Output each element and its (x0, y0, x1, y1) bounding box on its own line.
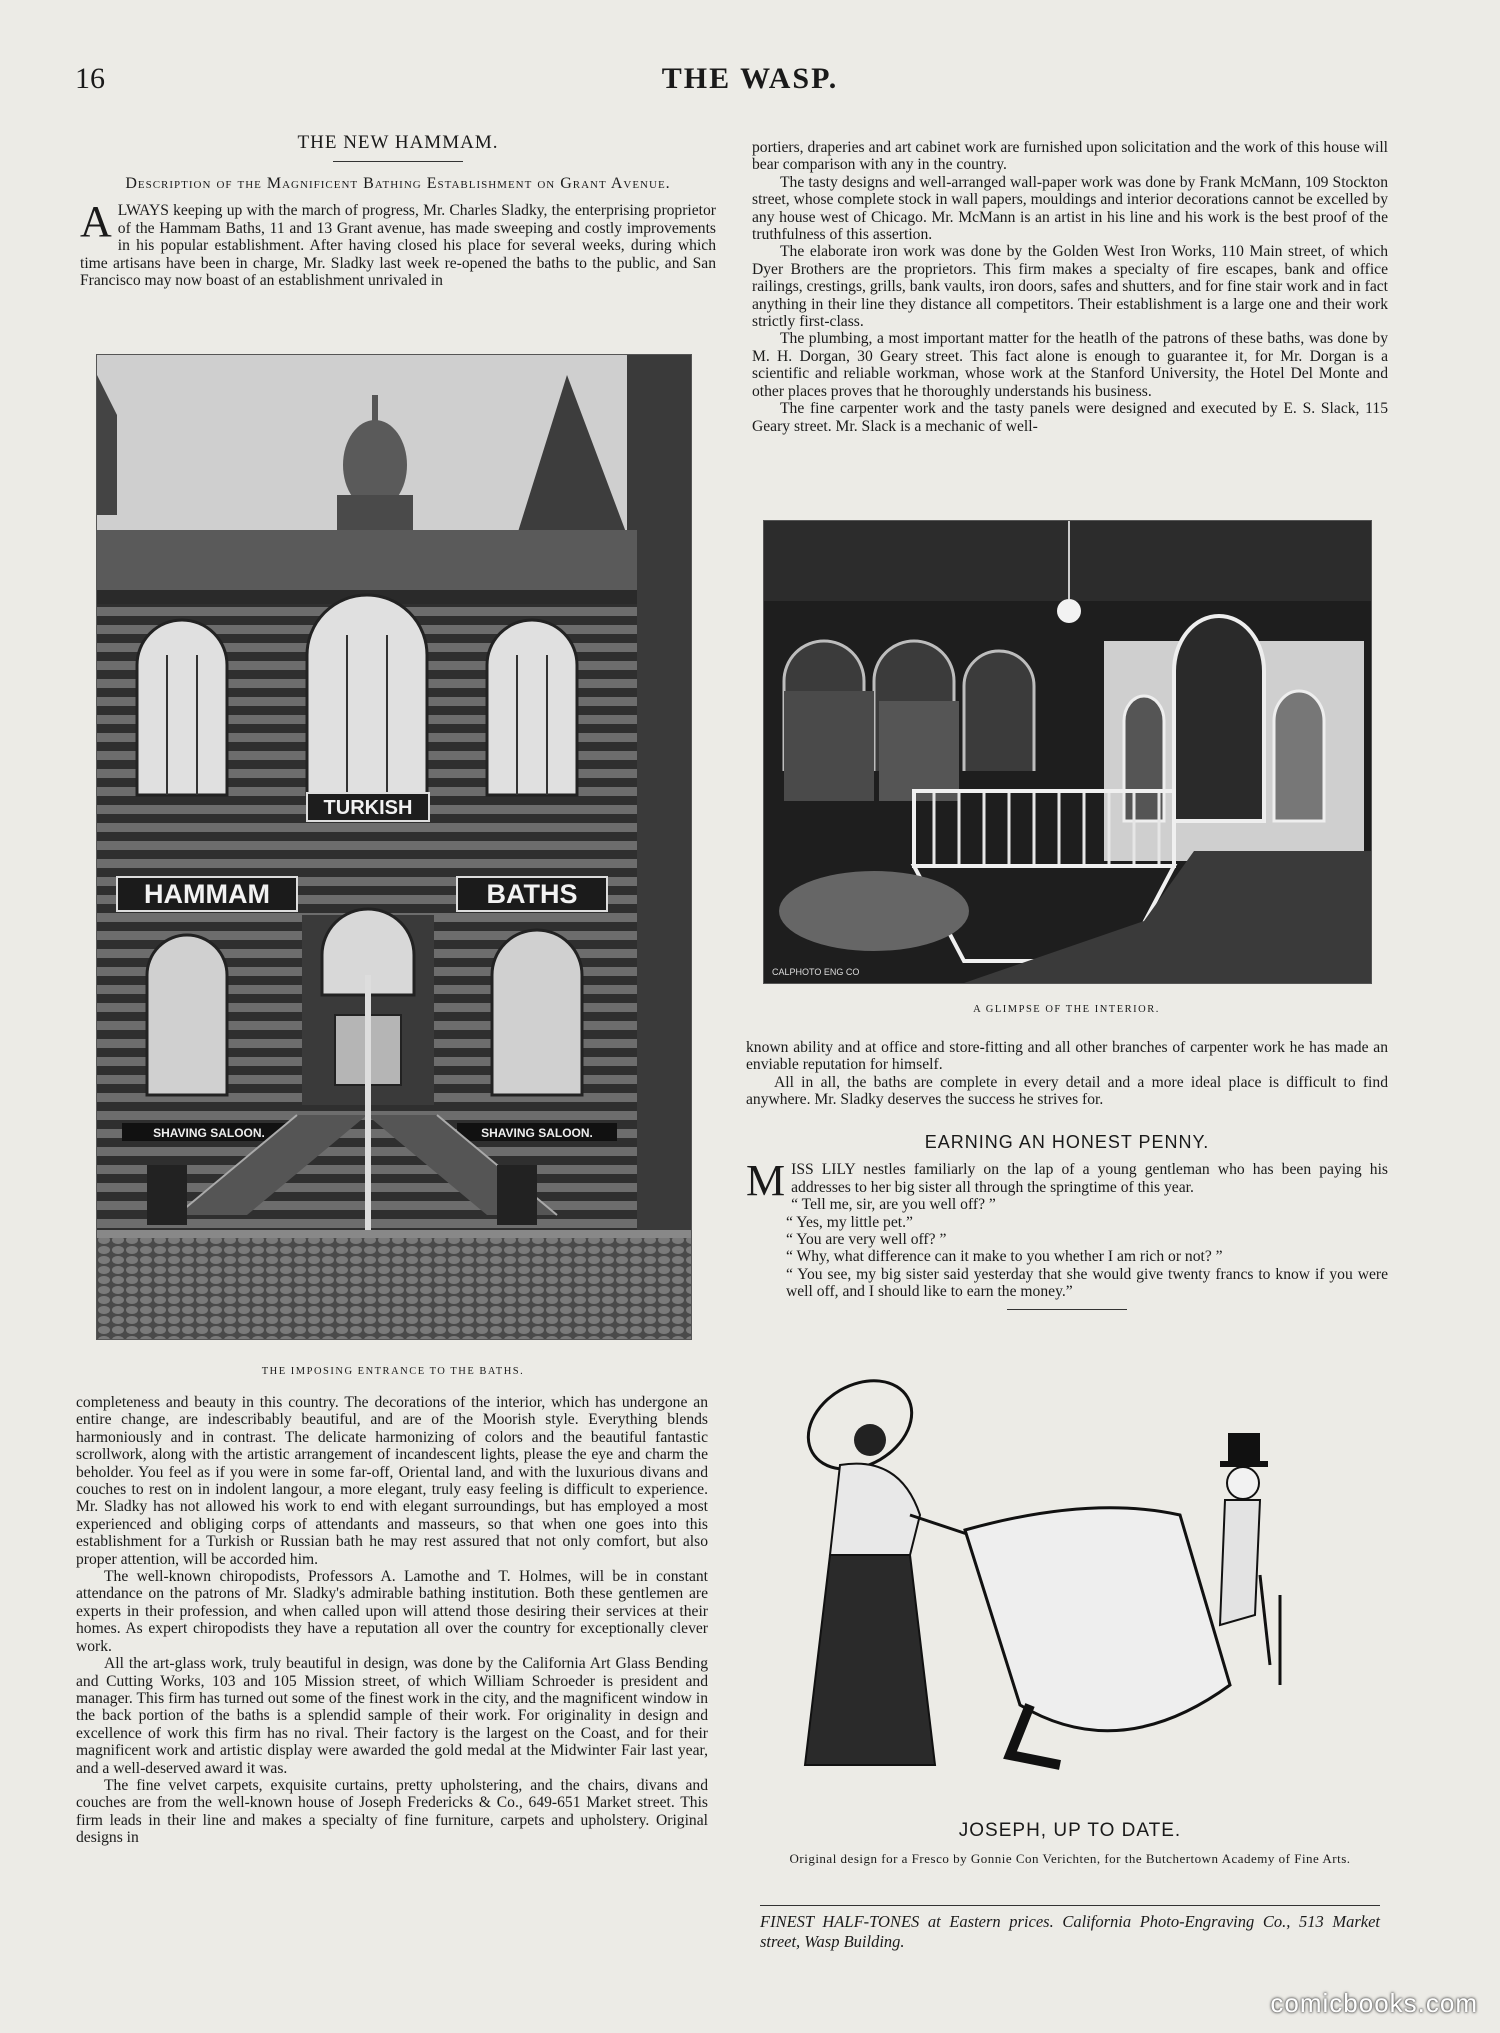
dialogue-line: “ Why, what difference can it make to you whether I am rich or not? ” (786, 1248, 1223, 1266)
paragraph: The well-known chiropodists, Professors A. Lamothe and T. Holmes, will be in constant attendance on the patrons of Mr. Sladky's admirable bathing institution. Both these gentlemen are experts in their profession, and when called upon will attend those desiring their services at their homes. As expert chiropodists they have a reputation all over the country for exceptionally clever work. (76, 1568, 708, 1655)
photo-credit: CALPHOTO ENG CO (772, 967, 860, 977)
section-rule (1007, 1309, 1127, 1310)
sign-baths: BATHS (486, 879, 578, 909)
paragraph: portiers, draperies and art cabinet work are furnished upon solicitation and the work of this house will bear comparison with any in the country. (752, 139, 1388, 174)
dialogue-line: “ Yes, my little pet.” (786, 1213, 913, 1231)
photo-entrance-caption: THE IMPOSING ENTRANCE TO THE BATHS. (261, 1366, 525, 1377)
photo-entrance (96, 354, 692, 1340)
joke-article (746, 1128, 1388, 1310)
photo-interior-caption: A GLIMPSE OF THE INTERIOR. (973, 1004, 1160, 1015)
advertisement-rule (760, 1905, 1380, 1906)
joke-title: EARNING AN HONEST PENNY. (924, 1132, 1210, 1152)
page-number: 16 (75, 62, 105, 95)
article-body-right-mid (746, 1039, 1388, 1109)
article-body-left (76, 1394, 708, 1847)
illustration-title: JOSEPH, UP TO DATE. (958, 1820, 1182, 1841)
intro-text: LWAYS keeping up with the march of progress, Mr. Charles Sladky, the enterprising proprietor of the Hammam Baths, 11 and 13 Grant avenue, has made sweeping and costly improvements in his popular establishment. After having closed his place for several weeks, during which time artisans have been in charge, Mr. Sladky last week re-opened the baths to the public, and San Francisco may now boast of an establishment unrivaled in (80, 202, 716, 290)
article-subtitle: Description of the Magnificent Bathing Establishment on Grant Avenue. (125, 175, 671, 193)
masthead: THE WASP. (661, 62, 839, 95)
article-body-right-top (752, 139, 1388, 435)
sign-saloon-left: SHAVING SALOON. (153, 1126, 265, 1140)
article-header (80, 134, 716, 289)
paragraph: All the art-glass work, truly beautiful in design, was done by the California Art Glass Bending and Cutting Works, 103 and 105 Mission street, of which William Schroeder is president and manager. This firm has turned out some of the finest work in the city, and the magnificent window in the back portion of the baths is a splendid sample of their work. For originality in design and excellence of work this firm has no rival. Their factory is the largest on the Coast, and for their magnificent work and artistic display were awarded the gold medal at the Midwinter Fair last year, and a well-deserved award it was. (76, 1655, 708, 1777)
joke-intro-text: ISS LILY nestles familiarly on the lap of a young gentleman who has been paying his addresses to her big sister all through the springtime of this year. (791, 1161, 1388, 1196)
drop-cap: M (746, 1156, 786, 1206)
watermark-logo: comicbooks.com (1270, 1988, 1478, 2018)
sign-saloon-right: SHAVING SALOON. (481, 1126, 593, 1140)
cartoon-drawing (760, 1345, 1380, 1810)
building-facade-image (97, 355, 691, 1339)
paragraph: known ability and at office and store-fitting and all other branches of carpenter work he has made an enviable reputation for himself. (746, 1039, 1388, 1074)
paragraph: The elaborate iron work was done by the Golden West Iron Works, 110 Main street, of which Dyer Brothers are the proprietors. This firm makes a specialty of fire escapes, bank and office railings, crestings, grills, bank vaults, iron doors, safes and shutters, and for fine stair work and in fact anything in their line they distance all competitors. Their establishment is a large one and their work strictly first-class. (752, 243, 1388, 331)
title-rule (333, 161, 463, 162)
photo-interior (763, 520, 1372, 984)
paragraph: completeness and beauty in this country. The decorations of the interior, which has undergone an entire change, are indescribably beautiful, and are of the Moorish style. Everything blends harmoniously and in contrast. The delicate harmonizing of colors and the beautiful fantastic scrollwork, along with the artistic arrangement of incandescent lights, please the eye and charm the beholder. You feel as if you were in some far-off, Oriental land, and with the luxurious divans and couches to rest on in indolent langour, a more elegant, truly easy feeling is difficult to experience. Mr. Sladky has not allowed his work to end with elegant surroundings, but has employed a most experienced and obliging corps of attendants and masseurs, so that when one goes into this establishment for a Turkish or Russian bath he may rest assured that not only comfort, but also proper attention, will be accorded him. (76, 1394, 708, 1568)
interior-image (764, 521, 1371, 983)
sign-hammam: HAMMAM (144, 879, 270, 909)
article-title: THE NEW HAMMAM. (297, 132, 499, 153)
sign-turkish: TURKISH (323, 797, 413, 819)
illustration-joseph (760, 1345, 1380, 1810)
advertisement: FINEST HALF-TONES at Eastern prices. California Photo-Engraving Co., 513 Market street, Wasp Building. (760, 1912, 1380, 1951)
paragraph: The tasty designs and well-arranged wall-paper work was done by Frank McMann, 109 Stockton street, whose complete stock in wall papers, mouldings and interior decorations cannot be excelled by any house west of Chicago. Mr. McMann is an artist in his line and his work is the best proof of the truthfulness of this assertion. (752, 173, 1388, 244)
dialogue-line: “ You are very well off? ” (786, 1231, 947, 1249)
dialogue-line: “ You see, my big sister said yesterday that she would give twenty francs to know if you were well off, and I should like to earn the money.” (786, 1265, 1388, 1301)
paragraph: The fine velvet carpets, exquisite curtains, pretty upholstering, and the chairs, divans and couches are from the well-known house of Joseph Fredericks & Co., 649-651 Market street. This firm leads in their line and makes a specialty of fine furniture, carpets and upholstery. Original designs in (76, 1776, 708, 1847)
illustration-caption: Original design for a Fresco by Gonnie Con Verichten, for the Butchertown Academy of Fine Arts. (789, 1851, 1351, 1866)
drop-cap: A (80, 197, 112, 247)
dialogue-line: “ Tell me, sir, are you well off? ” (791, 1196, 996, 1214)
paragraph: The plumbing, a most important matter for the heatlh of the patrons of these baths, was done by M. H. Dorgan, 30 Geary street. This fact alone is enough to guarantee it, for Mr. Dorgan is a scientific and reliable workman, whose work at the Stanford University, the Hotel Del Monte and other places proves that he thoroughly understands his business. (752, 330, 1388, 400)
paragraph: All in all, the baths are complete in every detail and a more ideal place is difficult to find anywhere. Mr. Sladky deserves the success he strives for. (746, 1073, 1388, 1109)
article-intro (80, 197, 716, 290)
paragraph: The fine carpenter work and the tasty panels were designed and executed by E. S. Slack, 115 Geary street. Mr. Slack is a mechanic of well- (752, 400, 1388, 435)
